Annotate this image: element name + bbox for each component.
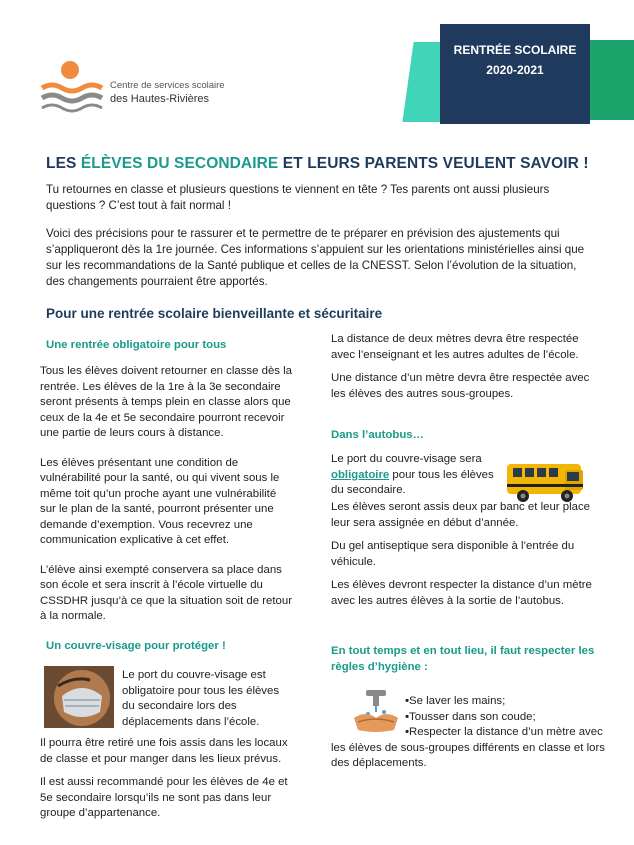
heading-mandatory-return: Une rentrée obligatoire pour tous [46, 339, 227, 351]
organization-logo [40, 58, 225, 114]
heading-bus: Dans l’autobus… [331, 429, 425, 441]
paragraph-bus-gel: Du gel antiseptique sera disponible à l’entrée du véhicule. [331, 540, 575, 568]
bullet-distance: ▪Respecter la distance d’un mètre avec les élèves de sous-groupes différents en classe et lors des déplacements. [331, 726, 605, 769]
title-part2: ÉLÈVES DU SECONDAIRE [80, 155, 279, 172]
paragraph-bus-seating: Les élèves seront assis deux par banc et leur place leur sera assignée en début d’année. [331, 501, 590, 529]
banner-line1: RENTRÉE SCOLAIRE [453, 43, 577, 57]
face-mask-image [44, 666, 114, 728]
right-column-middle [331, 500, 593, 617]
bullet-wash-hands: ▪Se laver les mains; [405, 695, 506, 707]
paragraph-return: Tous les élèves doivent retourner en classe dès la rentrée. Les élèves de la 1re à la 3e secondaire seront présents à temps plein en classe alors que ceux de la 4e et 5e secondaire pourront recevoir une partie de leurs cours à distance. [40, 365, 293, 439]
paragraph-vulnerability: Les élèves présentant une condition de vulnérabilité pour la santé, ou qui vivent sous le même toit qu’un proche ayant une vulnérabilité sur le plan de la santé, pourront présenter une demande d’exemption. Vous recevrez une communication explicative à cet effet. [40, 456, 280, 546]
heading-face-covering: Un couvre-visage pour protéger ! [46, 640, 226, 652]
heading-hygiene: En tout temps et en tout lieu, il faut respecter les règles d’hygiène : [331, 645, 595, 673]
left-column-bottom [40, 736, 296, 830]
title-part1: LES [46, 155, 81, 172]
banner-line2: 2020-2021 [486, 63, 544, 77]
intro-paragraph-1: Tu retournes en classe et plusieurs questions te viennent en tête ? Tes parents ont aussi plusieurs questions ? C’est tout à fait normal ! [46, 183, 550, 212]
bus-mask-text-a: Le port du couvre-visage sera [331, 453, 482, 465]
paragraph-mask-recommended: Il est aussi recommandé pour les élèves de 4e et 5e secondaire lorsqu’ils ne sont pas dans leur groupe d’appartenance. [40, 776, 288, 819]
right-column-top [331, 332, 593, 410]
paragraph-mask-removed: Il pourra être retiré une fois assis dans les locaux de classe et pour manger dans les lieux prévus. [40, 737, 288, 765]
paragraph-bus-distance: Les élèves devront respecter la distance d’un mètre avec les autres élèves à la sortie de l’autobus. [331, 579, 592, 607]
left-column-top [40, 364, 292, 633]
header-banner [408, 24, 634, 124]
paragraph-bus-mask [331, 452, 501, 499]
paragraph-two-meters: La distance de deux mètres devra être respectée avec l’enseignant et les autres adultes de l’école. [331, 333, 579, 361]
logo-mark-icon [40, 58, 110, 114]
page-title [46, 155, 589, 173]
logo-line2: des Hautes-Rivières [110, 93, 210, 105]
banner-title-box [440, 24, 590, 124]
bullet-cough-elbow: ▪Tousser dans son coude; [405, 710, 536, 723]
paragraph-one-meter: Une distance d’un mètre devra être respectée avec les élèves des autres sous-groupes. [331, 372, 590, 400]
bus-mask-emphasis: obligatoire [331, 468, 390, 481]
paragraph-mask-mandatory: Le port du couvre-visage est obligatoire pour tous les élèves du secondaire lors des déplacements dans l’école. [122, 669, 280, 728]
logo-line1: Centre de services scolaire [110, 80, 225, 91]
paragraph-exemption: L’élève ainsi exempté conservera sa place dans son école et sera inscrit à l’école virtuelle du CSSDHR jusqu’à ce que la situation soit de retour à la normale. [40, 563, 292, 622]
title-part3: ET LEURS PARENTS VEULENT SAVOIR ! [278, 155, 589, 172]
hygiene-bullets [405, 694, 605, 725]
section-title: Pour une rentrée scolaire bienveillante et sécuritaire [46, 306, 383, 321]
intro-paragraph-2: Voici des précisions pour te rassurer et te permettre de te préparer en prévision des ajustements qui s’appliqueront dès la 1re journée. Ces informations s’appuient sur les orientations ministérielles ainsi que sur les recommandations de la Santé publique et celles de la CNESST. Selon l’évolution de la situation, des changements pourraient être apportés. [46, 227, 585, 288]
bus-mask-text-c: pour tous les élèves du secondaire. [331, 468, 494, 496]
